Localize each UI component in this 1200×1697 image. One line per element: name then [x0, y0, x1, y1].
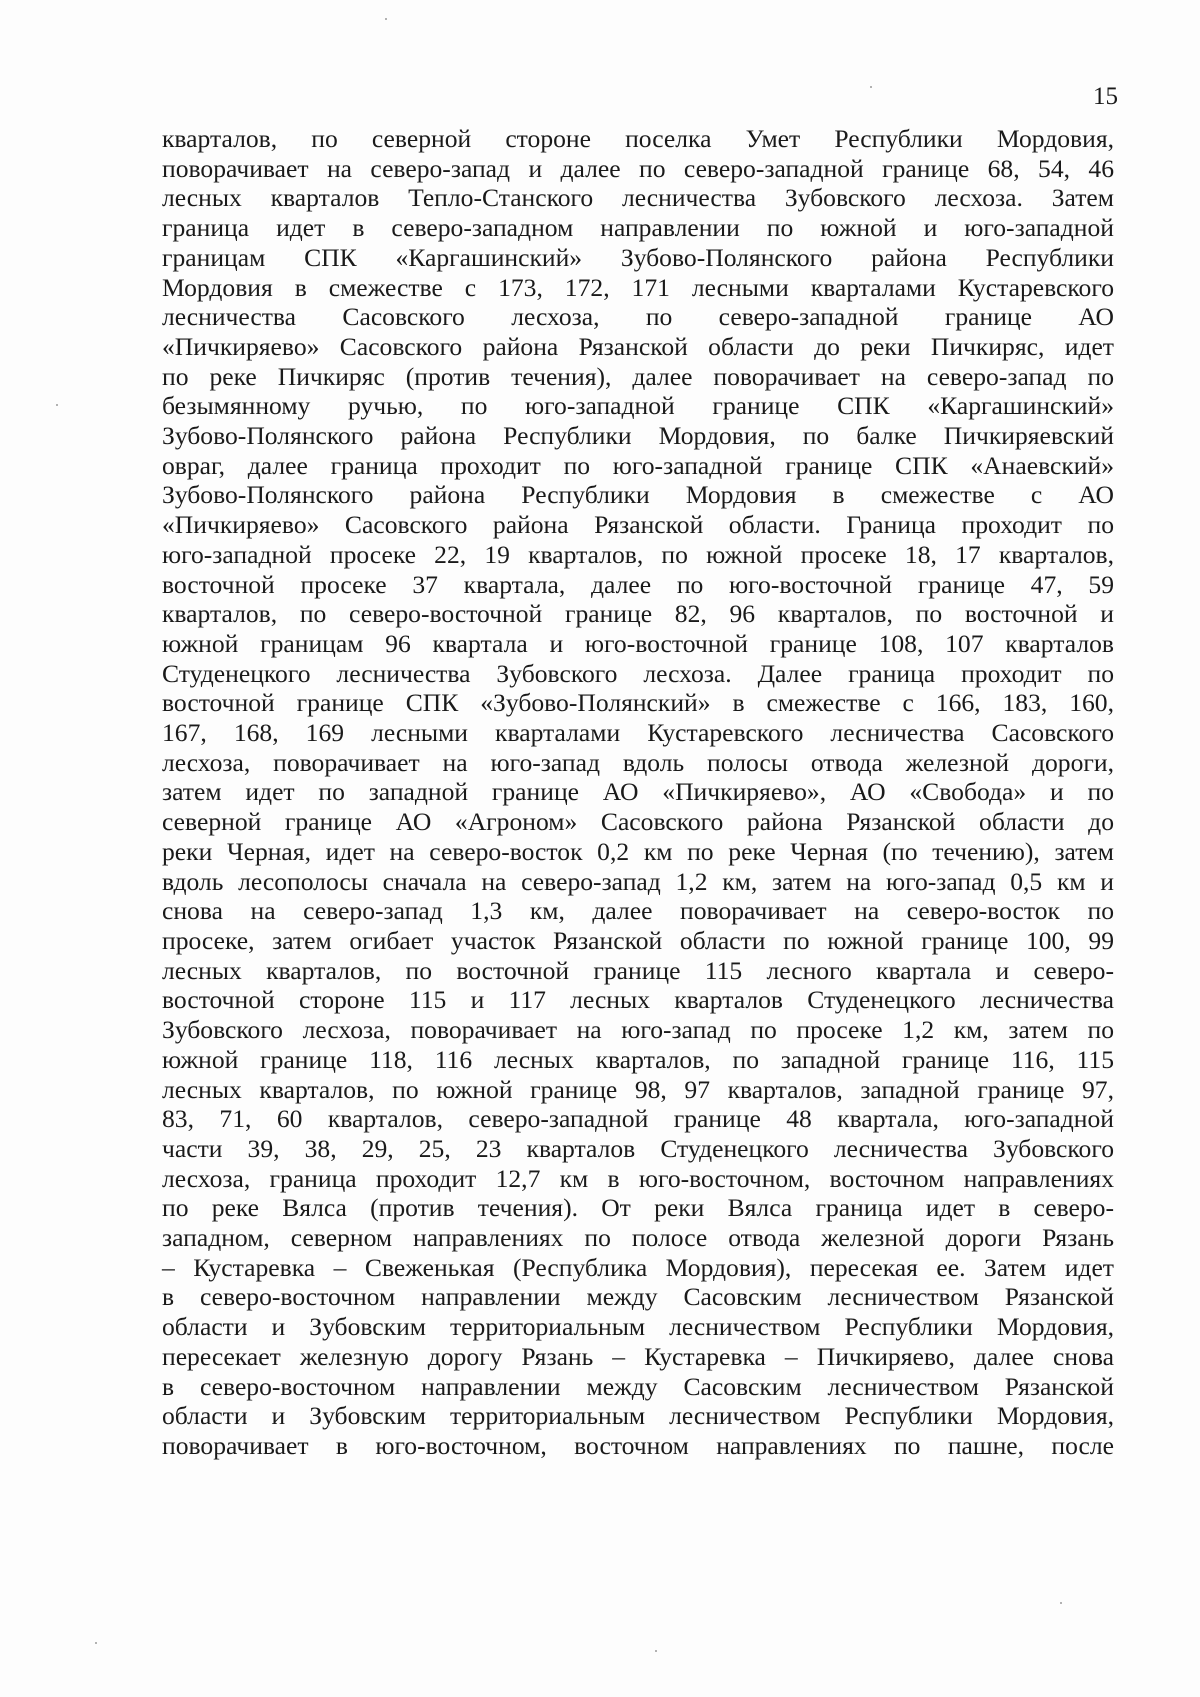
text-line: овраг, далее граница проходит по юго-западной границе СПК «Анаевский» [162, 450, 1114, 480]
text-line: южной границам 96 квартала и юго-восточной границе 108, 107 кварталов [162, 628, 1114, 658]
text-line: юго-западной просеке 22, 19 кварталов, по южной просеке 18, 17 кварталов, [162, 539, 1114, 569]
text-line: реки Черная, идет на северо-восток 0,2 км по реке Черная (по течению), затем [162, 836, 1114, 866]
scan-speck [870, 86, 872, 88]
text-line: безымянному ручью, по юго-западной границе СПК «Каргашинский» [162, 391, 1114, 421]
scan-speck [56, 404, 58, 406]
text-line: 83, 71, 60 кварталов, северо-западной границе 48 квартала, юго-западной [162, 1104, 1114, 1134]
text-line: в северо-восточном направлении между Сасовским лесничеством Рязанской [162, 1282, 1114, 1312]
text-line: Студенецкого лесничества Зубовского лесхоза. Далее граница проходит по [162, 658, 1114, 688]
text-line: кварталов, по северо-восточной границе 82, 96 кварталов, по восточной и [162, 599, 1114, 629]
text-line: затем идет по западной границе АО «Пичкиряево», АО «Свобода» и по [162, 777, 1114, 807]
scan-speck [655, 1650, 657, 1652]
text-line: лесных кварталов Тепло-Станского лесничества Зубовского лесхоза. Затем [162, 183, 1114, 213]
scan-speck [385, 18, 387, 20]
text-line: западном, северном направлениях по полосе отвода железной дороги Рязань [162, 1223, 1114, 1253]
text-line: лесхоза, граница проходит 12,7 км в юго-восточном, восточном направлениях [162, 1163, 1114, 1193]
text-line: восточной просеке 37 квартала, далее по юго-восточной границе 47, 59 [162, 569, 1114, 599]
text-line: в северо-восточном направлении между Сасовским лесничеством Рязанской [162, 1371, 1114, 1401]
text-line: границам СПК «Каргашинский» Зубово-Полянского района Республики [162, 242, 1114, 272]
text-line: просеке, затем огибает участок Рязанской области по южной границе 100, 99 [162, 925, 1114, 955]
text-line: «Пичкиряево» Сасовского района Рязанской области. Граница проходит по [162, 510, 1114, 540]
text-line: Зубово-Полянского района Республики Мордовия в смежестве с АО [162, 480, 1114, 510]
text-line: южной границе 118, 116 лесных кварталов, по западной границе 116, 115 [162, 1044, 1114, 1074]
text-line: лесхоза, поворачивает на юго-запад вдоль полосы отвода железной дороги, [162, 747, 1114, 777]
text-line: – Кустаревка – Свеженькая (Республика Мордовия), пересекая ее. Затем идет [162, 1252, 1114, 1282]
text-line: граница идет в северо-западном направлении по южной и юго-западной [162, 213, 1114, 243]
text-line: Зубово-Полянского района Республики Мордовия, по балке Пичкиряевский [162, 421, 1114, 451]
text-line: лесных кварталов, по южной границе 98, 97 кварталов, западной границе 97, [162, 1074, 1114, 1104]
text-line: восточной границе СПК «Зубово-Полянский» в смежестве с 166, 183, 160, [162, 688, 1114, 718]
scan-speck [1060, 1602, 1062, 1604]
text-line: 167, 168, 169 лесными кварталами Кустаревского лесничества Сасовского [162, 718, 1114, 748]
text-line: части 39, 38, 29, 25, 23 кварталов Студенецкого лесничества Зубовского [162, 1133, 1114, 1163]
text-line: кварталов, по северной стороне поселка Умет Республики Мордовия, [162, 124, 1114, 153]
text-line: поворачивает в юго-восточном, восточном направлениях по пашне, после [162, 1430, 1114, 1460]
text-line: области и Зубовским территориальным лесничеством Республики Мордовия, [162, 1312, 1114, 1342]
scan-speck [95, 1642, 97, 1644]
text-line: северной границе АО «Агроном» Сасовского района Рязанской области до [162, 807, 1114, 837]
text-line: снова на северо-запад 1,3 км, далее поворачивает на северо-восток по [162, 896, 1114, 926]
text-line: вдоль лесополосы сначала на северо-запад 1,2 км, затем на юго-запад 0,5 км и [162, 866, 1114, 896]
text-line: восточной стороне 115 и 117 лесных кварталов Студенецкого лесничества [162, 985, 1114, 1015]
text-line: лесных кварталов, по восточной границе 115 лесного квартала и северо- [162, 955, 1114, 985]
text-line: поворачивает на северо-запад и далее по северо-западной границе 68, 54, 46 [162, 153, 1114, 183]
page-number: 15 [1093, 83, 1118, 110]
text-line: Мордовия в смежестве с 173, 172, 171 лесными кварталами Кустаревского [162, 272, 1114, 302]
text-line: области и Зубовским территориальным лесничеством Республики Мордовия, [162, 1401, 1114, 1431]
text-line: Зубовского лесхоза, поворачивает на юго-запад по просеке 1,2 км, затем по [162, 1015, 1114, 1045]
text-line: лесничества Сасовского лесхоза, по северо-западной границе АО [162, 302, 1114, 332]
text-line: «Пичкиряево» Сасовского района Рязанской области до реки Пичкиряс, идет [162, 331, 1114, 361]
text-line: пересекает железную дорогу Рязань – Кустаревка – Пичкиряево, далее снова [162, 1341, 1114, 1371]
text-line: по реке Пичкиряс (против течения), далее поворачивает на северо-запад по [162, 361, 1114, 391]
body-paragraph [162, 124, 1114, 1461]
text-line: по реке Вялса (против течения). От реки Вялса граница идет в северо- [162, 1193, 1114, 1223]
